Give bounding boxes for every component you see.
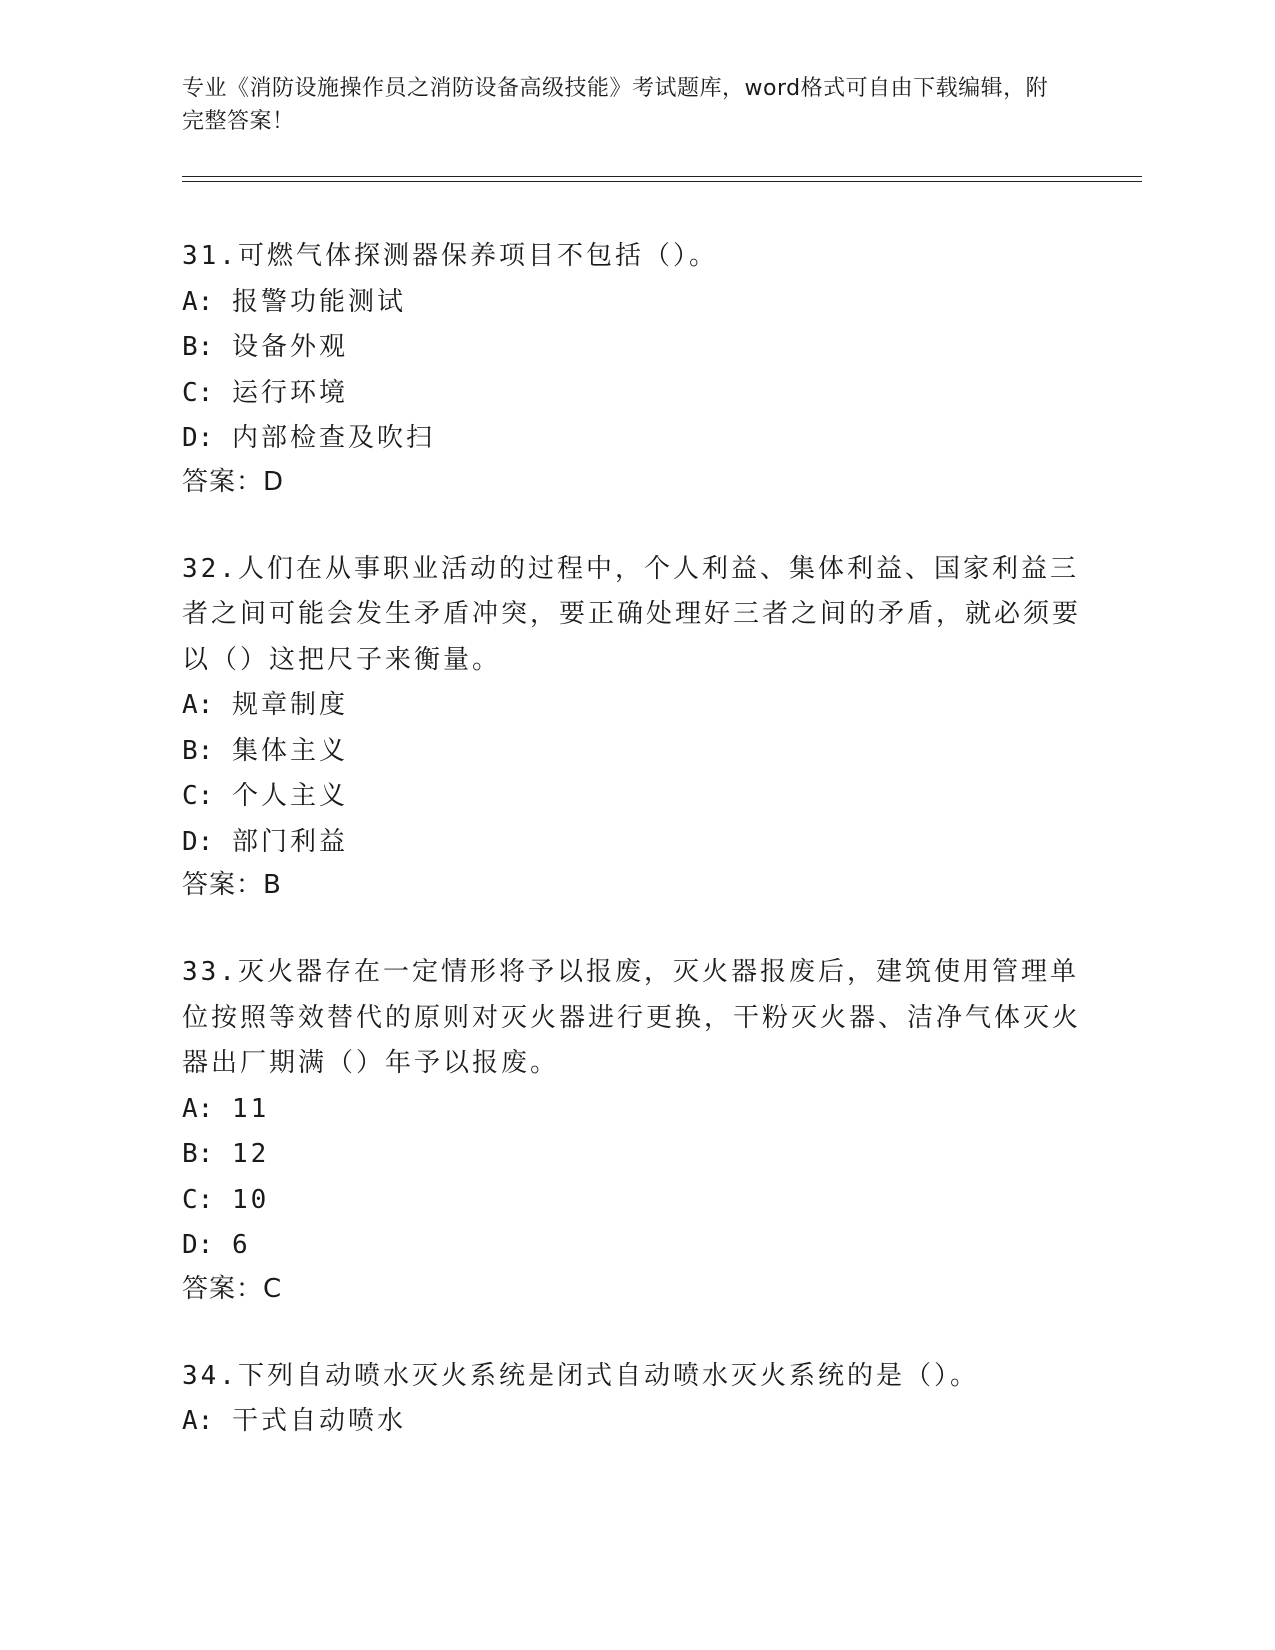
option-a <box>182 280 1082 326</box>
question-list <box>182 234 1082 1490</box>
question-stem: 31.可燃气体探测器保养项目不包括（）。 <box>182 241 718 271</box>
option-text: 报警功能测试 <box>231 286 406 317</box>
option-text: 规章制度 <box>231 690 348 720</box>
option-key: D: <box>182 1230 214 1260</box>
option-key: A: <box>182 286 214 317</box>
question-32 <box>182 547 1082 906</box>
option-text: 部门利益 <box>231 826 348 857</box>
option-text: 6 <box>231 1230 251 1260</box>
option-key: B: <box>182 332 214 362</box>
option-a <box>182 1087 1082 1133</box>
option-text: 设备外观 <box>231 332 348 362</box>
option-text: 内部检查及吹扫 <box>231 423 435 453</box>
option-text: 个人主义 <box>231 781 348 811</box>
answer-label: 答案：B <box>182 870 282 900</box>
header-divider-bottom <box>182 181 1142 182</box>
option-text: 12 <box>231 1139 270 1169</box>
option-key: B: <box>182 735 214 766</box>
question-34 <box>182 1354 1082 1445</box>
question-stem: 34.下列自动喷水灭火系统是闭式自动喷水灭火系统的是（）。 <box>182 1360 979 1391</box>
answer-label: 答案：C <box>182 1273 283 1304</box>
question-stem: 32.人们在从事职业活动的过程中，个人利益、集体利益、国家利益三者之间可能会发生矛盾冲突，要正确处理好三者之间的矛盾，就必须要以（）这把尺子来衡量。 <box>182 553 1082 675</box>
option-text: 11 <box>231 1093 270 1124</box>
option-key: D: <box>182 423 214 453</box>
answer-label: 答案：D <box>182 466 285 497</box>
option-d <box>182 416 1082 462</box>
question-stem: 33.灭火器存在一定情形将予以报废，灭火器报废后，建筑使用管理单位按照等效替代的原则对灭火器进行更换，干粉灭火器、洁净气体灭火器出厂期满（）年予以报废。 <box>182 957 1082 1078</box>
option-c <box>182 371 1082 417</box>
option-b <box>182 325 1082 371</box>
option-key: C: <box>182 781 214 811</box>
option-key: A: <box>182 690 214 720</box>
option-key: A: <box>182 1093 214 1124</box>
option-c <box>182 1178 1082 1224</box>
option-d <box>182 1223 1082 1269</box>
question-33 <box>182 950 1082 1309</box>
option-a <box>182 683 1082 729</box>
option-key: C: <box>182 1184 214 1215</box>
option-key: C: <box>182 377 214 408</box>
option-key: A: <box>182 1406 214 1436</box>
option-b <box>182 1132 1082 1178</box>
option-text: 干式自动喷水 <box>231 1406 406 1436</box>
option-a <box>182 1399 1082 1445</box>
option-text: 10 <box>231 1184 270 1215</box>
document-header: 专业《消防设施操作员之消防设备高级技能》考试题库，word格式可自由下载编辑，附完整答案！ <box>182 76 1049 134</box>
option-b <box>182 729 1082 775</box>
option-d <box>182 820 1082 866</box>
option-key: B: <box>182 1139 214 1169</box>
question-31 <box>182 234 1082 502</box>
option-key: D: <box>182 826 214 857</box>
header-divider-top <box>182 176 1142 177</box>
option-c <box>182 774 1082 820</box>
option-text: 集体主义 <box>231 735 348 766</box>
option-text: 运行环境 <box>231 377 348 408</box>
